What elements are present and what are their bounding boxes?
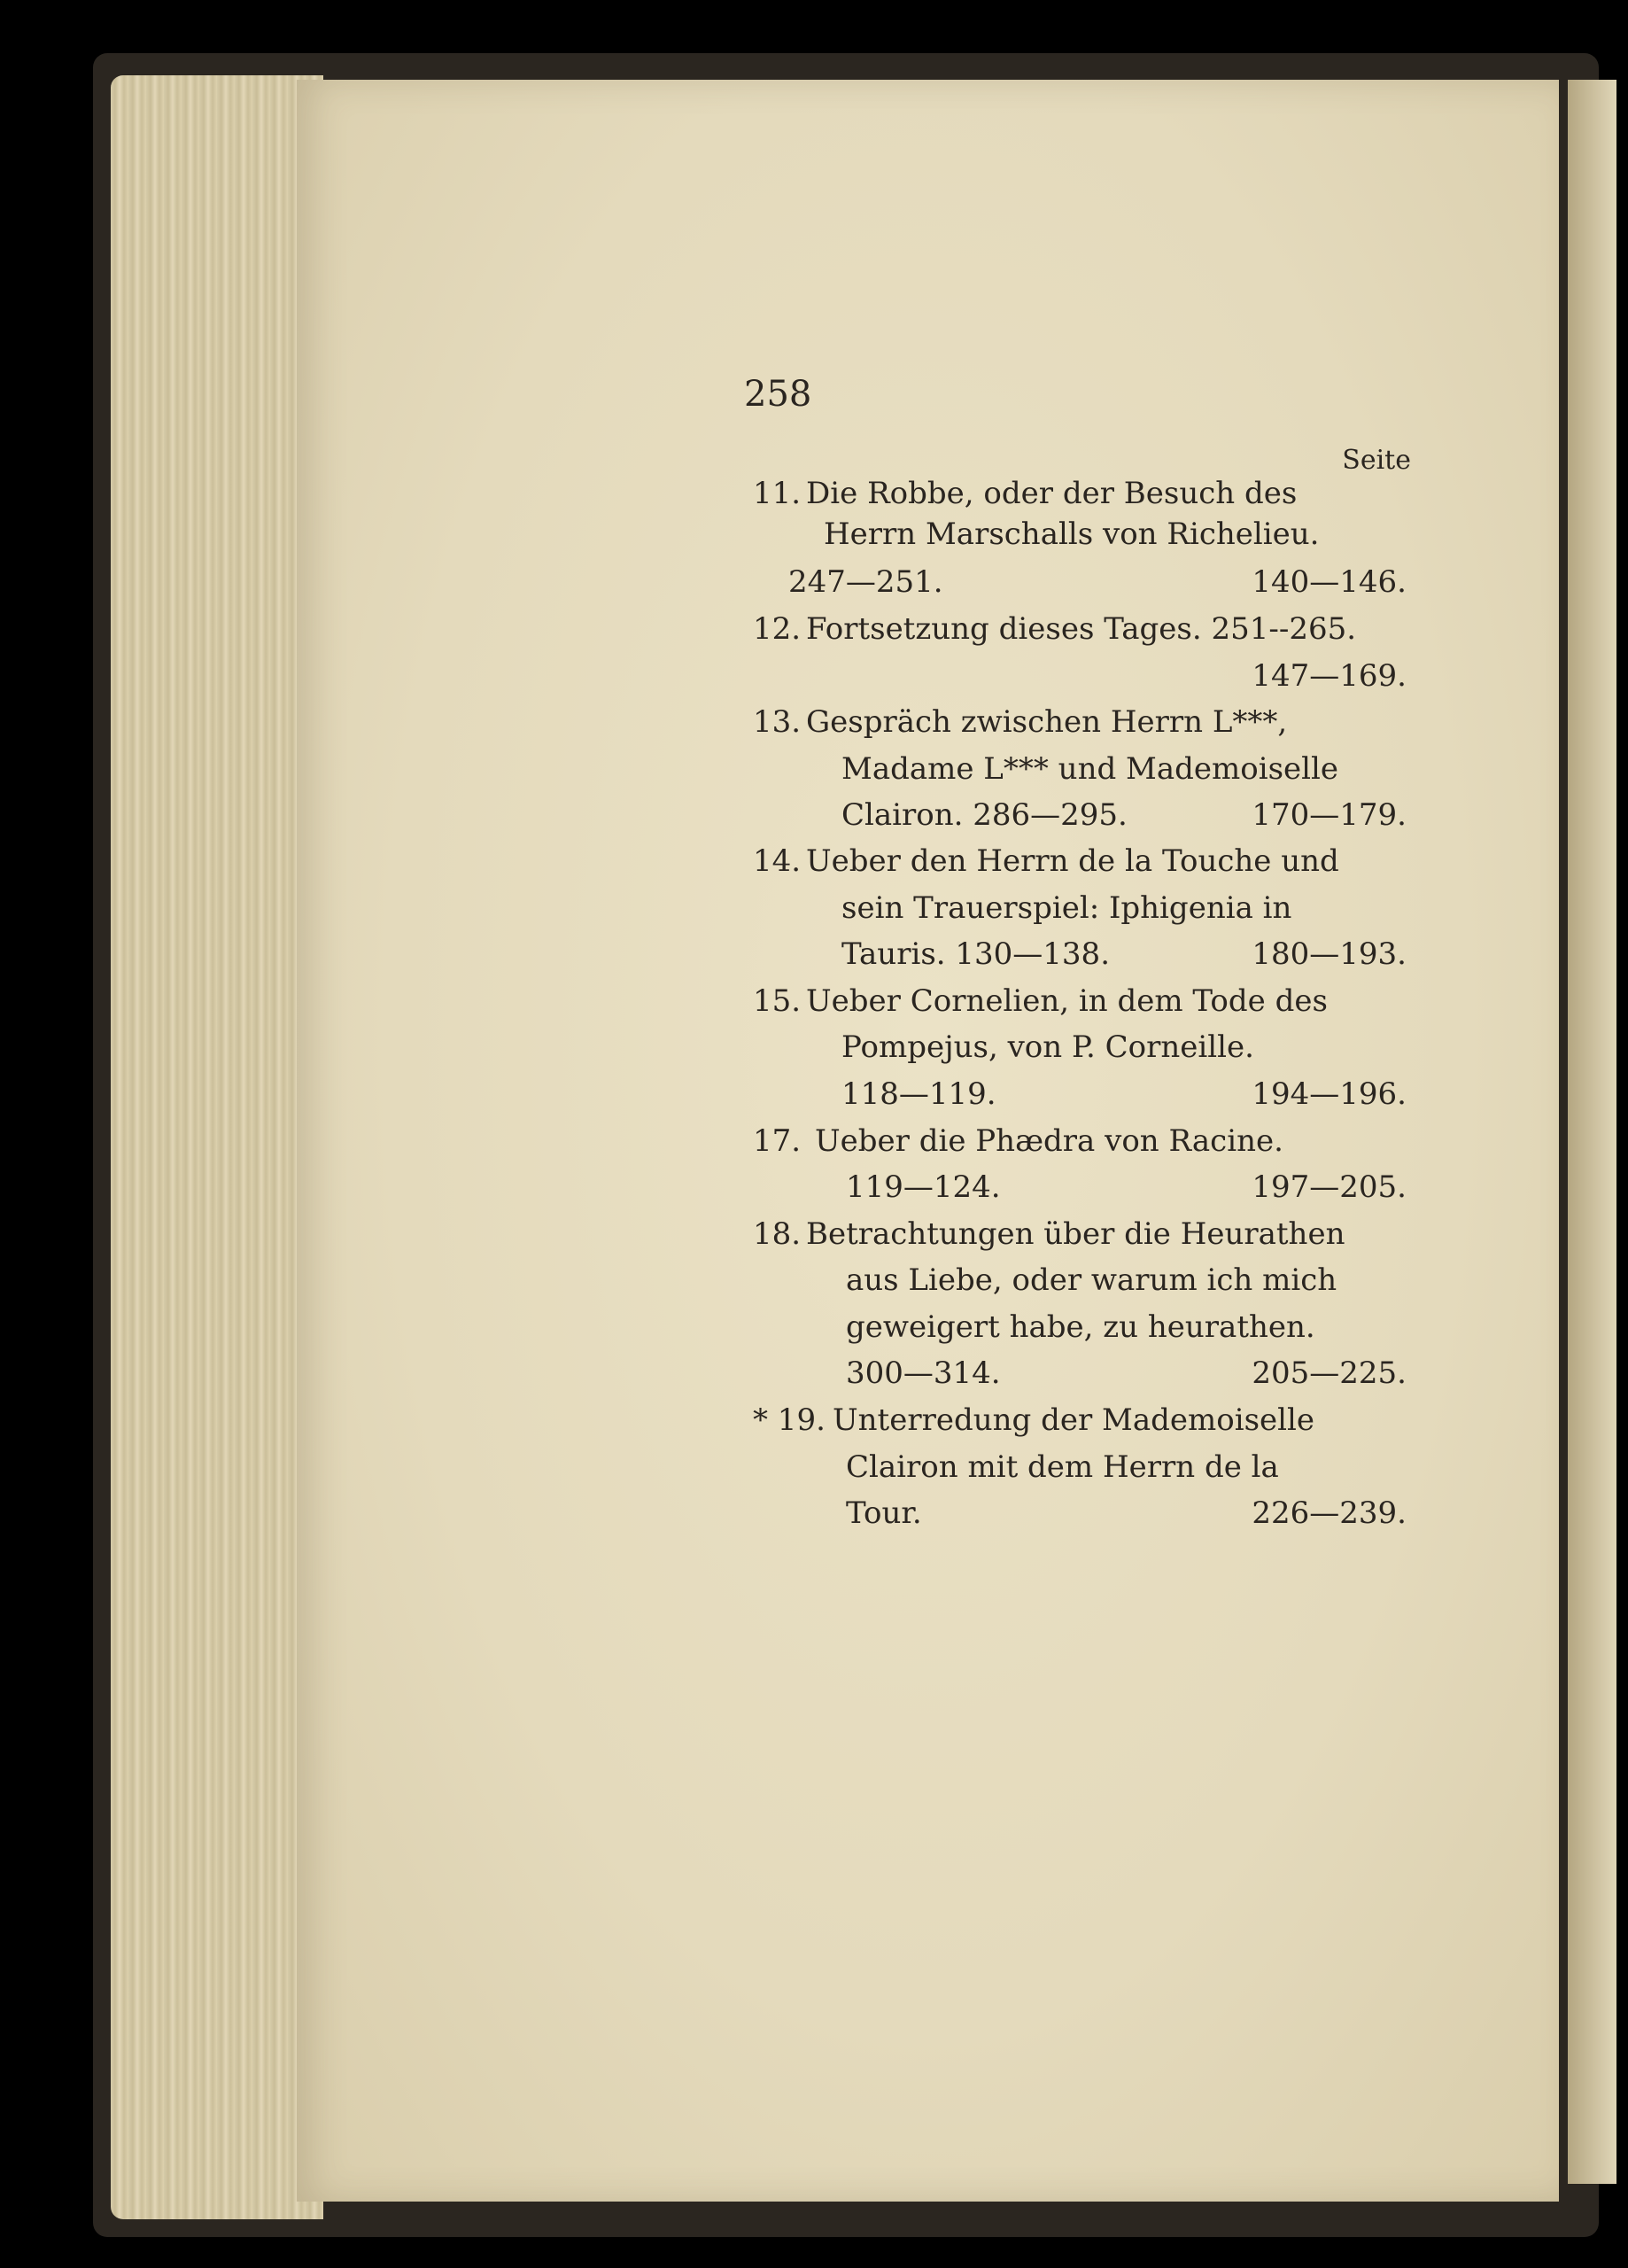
entry-pages: 180—193. [1252, 936, 1407, 972]
entry-line: geweigert habe, zu heurathen. [846, 1309, 1315, 1345]
entry-line: aus Liebe, oder warum ich mich [846, 1262, 1337, 1298]
entry-pages: 205—225. [1252, 1355, 1407, 1391]
entry-line: Die Robbe, oder der Besuch des [806, 476, 1298, 511]
entry-line: Betrachtungen über die Heurathen [806, 1216, 1345, 1252]
page-number: 258 [744, 374, 812, 415]
entry-pages: 170—179. [1252, 797, 1407, 833]
column-header-seite: Seite [1342, 445, 1411, 476]
entry-line: 247—251. [788, 564, 943, 600]
entry-pages: 226—239. [1252, 1495, 1407, 1531]
entry-line: Fortsetzung dieses Tages. 251--265. [806, 611, 1357, 647]
entry-line: Ueber den Herrn de la Touche und [806, 843, 1339, 879]
entry-line: 119—124. [846, 1169, 1001, 1205]
entry-number: 11. [753, 476, 802, 511]
entry-number: 12. [753, 611, 802, 647]
entry-line: Ueber Cornelien, in dem Tode des [806, 983, 1328, 1019]
entry-line: Clairon mit dem Herrn de la [846, 1449, 1279, 1485]
entry-line: Unterredung der Mademoiselle [833, 1402, 1315, 1438]
entry-line: Madame L*** und Mademoiselle [841, 751, 1339, 787]
entry-line: sein Trauerspiel: Iphigenia in [841, 890, 1292, 926]
entry-number: 15. [753, 983, 802, 1019]
entry-number: 18. [753, 1216, 802, 1252]
entry-line: Clairon. 286—295. [841, 797, 1128, 833]
entry-number: 14. [753, 843, 802, 879]
entry-line: Tour. [846, 1495, 922, 1531]
entry-line: 300—314. [846, 1355, 1001, 1391]
entry-pages: 194—196. [1252, 1076, 1407, 1112]
entry-number: 17. [753, 1123, 802, 1159]
entry-line: Gespräch zwischen Herrn L***, [806, 704, 1288, 740]
entry-number: 13. [753, 704, 802, 740]
entry-line: Tauris. 130—138. [841, 936, 1110, 972]
entry-line: Pompejus, von P. Corneille. [841, 1029, 1254, 1065]
entry-pages: 197—205. [1252, 1169, 1407, 1205]
entry-line: Herrn Marschalls von Richelieu. [824, 517, 1320, 552]
entry-pages: 147—169. [1252, 658, 1407, 694]
entry-pages: 140—146. [1252, 564, 1407, 600]
entry-number: * 19. [753, 1402, 826, 1438]
entry-line: Ueber die Phædra von Racine. [815, 1123, 1283, 1159]
entry-line: 118—119. [841, 1076, 996, 1112]
